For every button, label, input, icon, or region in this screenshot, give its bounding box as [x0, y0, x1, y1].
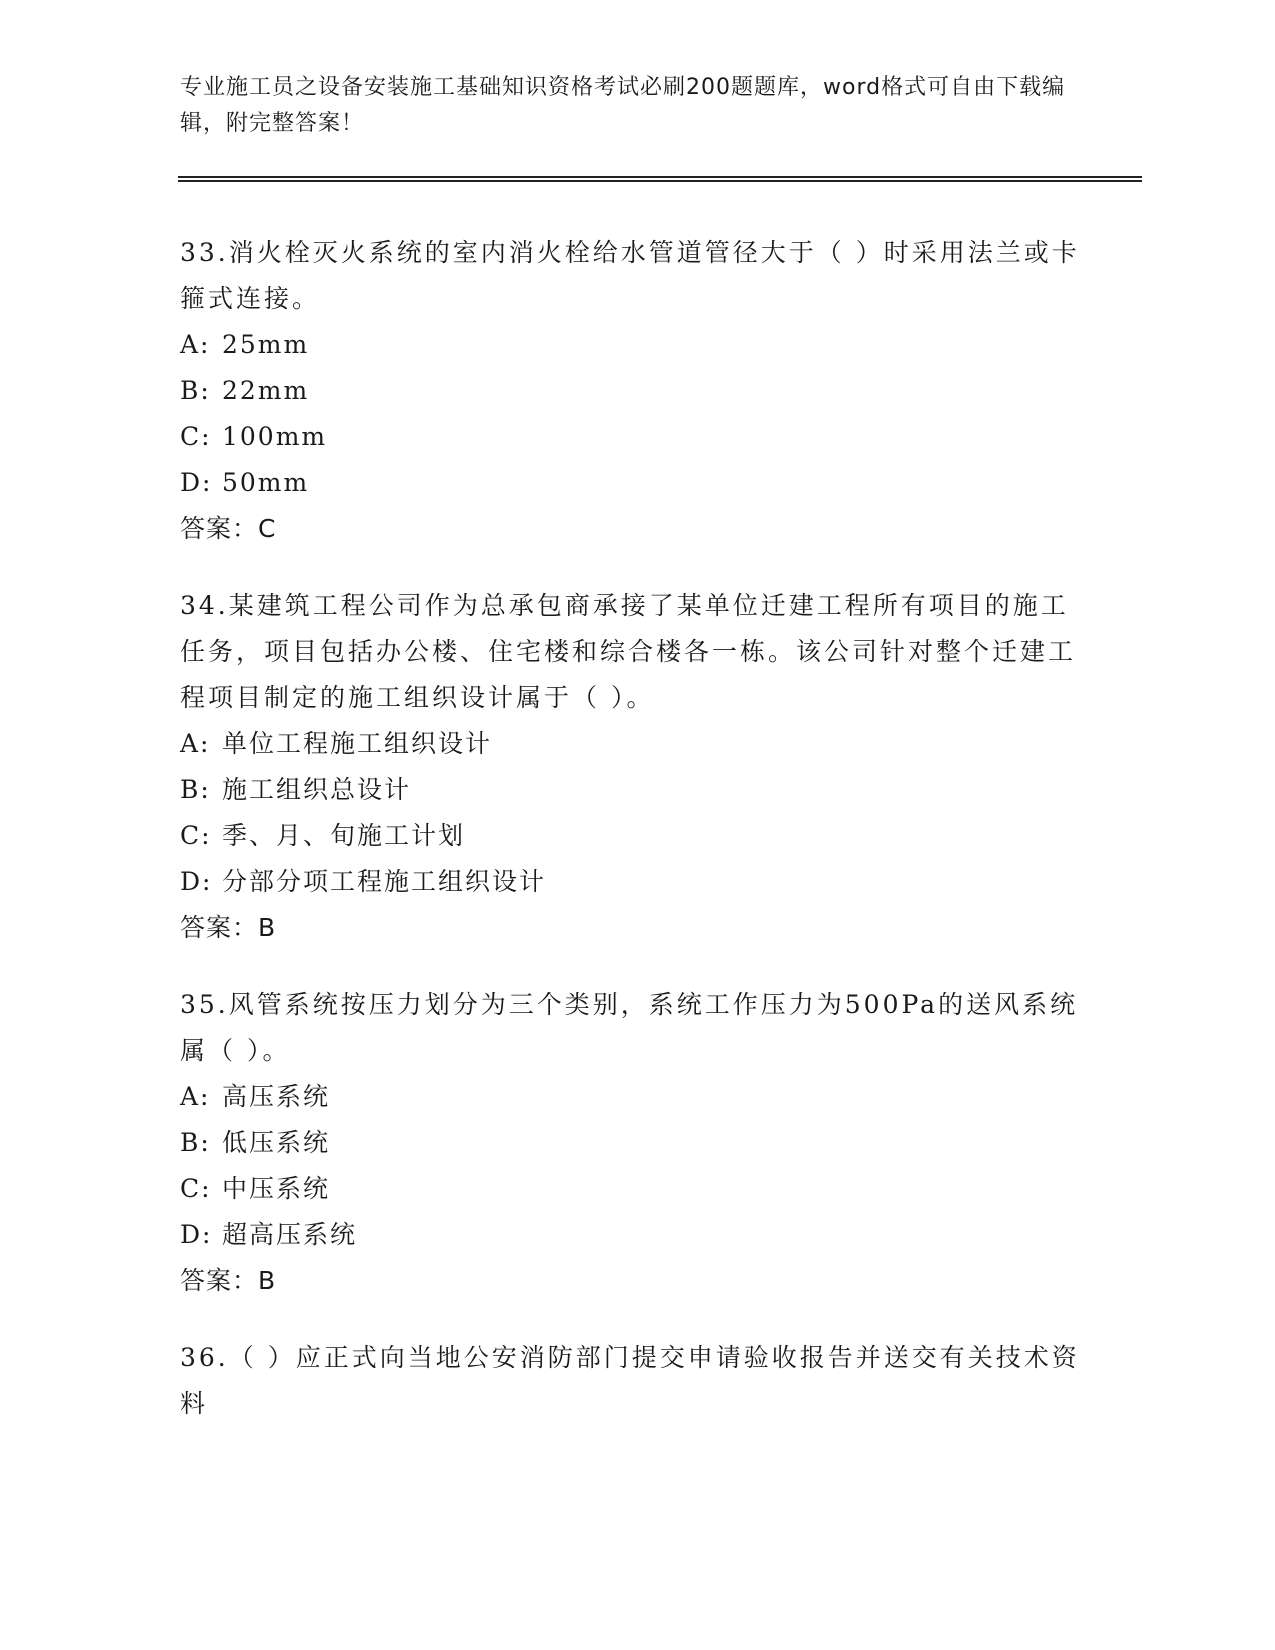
option-letter: B: [180, 1128, 211, 1157]
option-text: 中压系统 [222, 1174, 331, 1203]
option-text: 25mm [222, 330, 310, 359]
question-33 [180, 230, 1080, 552]
option-letter: C: [180, 422, 212, 451]
question-stem: 36.（ ）应正式向当地公安消防部门提交申请验收报告并送交有关技术资料 [180, 1343, 1080, 1418]
option-a [180, 721, 1080, 767]
option-d [180, 460, 1080, 506]
option-text: 施工组织总设计 [222, 775, 412, 804]
question-stem: 34.某建筑工程公司作为总承包商承接了某单位迁建工程所有项目的施工任务，项目包括办公楼、住宅楼和综合楼各一栋。该公司针对整个迁建工程项目制定的施工组织设计属于（ ）。 [180, 591, 1077, 712]
option-letter: C: [180, 821, 212, 850]
option-a [180, 322, 1080, 368]
question-stem: 35.风管系统按压力划分为三个类别，系统工作压力为500Pa的送风系统属（ ）。 [180, 990, 1079, 1065]
option-c [180, 1166, 1080, 1212]
option-letter: D: [180, 867, 213, 896]
option-letter: D: [180, 1220, 213, 1249]
option-letter: A: [180, 330, 211, 359]
option-text: 分部分项工程施工组织设计 [222, 867, 547, 896]
header-divider [178, 176, 1142, 182]
option-b [180, 1120, 1080, 1166]
option-letter: A: [180, 1082, 211, 1111]
option-d [180, 1212, 1080, 1258]
option-b [180, 368, 1080, 414]
document-header: 专业施工员之设备安装施工基础知识资格考试必刷200题题库，word格式可自由下载编辑，附完整答案！ [180, 75, 1066, 136]
option-text: 季、月、旬施工计划 [222, 821, 466, 850]
question-34 [180, 583, 1080, 951]
question-list [180, 230, 1080, 1458]
option-text: 50mm [222, 468, 310, 497]
option-d [180, 859, 1080, 905]
option-text: 100mm [222, 422, 328, 451]
document-page [180, 0, 1140, 1650]
answer-line: 答案：B [180, 913, 277, 942]
option-text: 高压系统 [222, 1082, 331, 1111]
option-c [180, 813, 1080, 859]
option-text: 单位工程施工组织设计 [222, 729, 493, 758]
option-text: 低压系统 [222, 1128, 331, 1157]
question-36 [180, 1335, 1080, 1427]
option-letter: B: [180, 775, 211, 804]
option-text: 超高压系统 [222, 1220, 358, 1249]
option-a [180, 1074, 1080, 1120]
option-text: 22mm [222, 376, 310, 405]
question-35 [180, 982, 1080, 1304]
question-stem: 33.消火栓灭火系统的室内消火栓给水管道管径大于（ ）时采用法兰或卡箍式连接。 [180, 238, 1080, 313]
option-letter: B: [180, 376, 211, 405]
option-letter: A: [180, 729, 211, 758]
option-letter: C: [180, 1174, 212, 1203]
answer-line: 答案：C [180, 514, 277, 543]
option-letter: D: [180, 468, 213, 497]
option-b [180, 767, 1080, 813]
answer-line: 答案：B [180, 1266, 277, 1295]
option-c [180, 414, 1080, 460]
